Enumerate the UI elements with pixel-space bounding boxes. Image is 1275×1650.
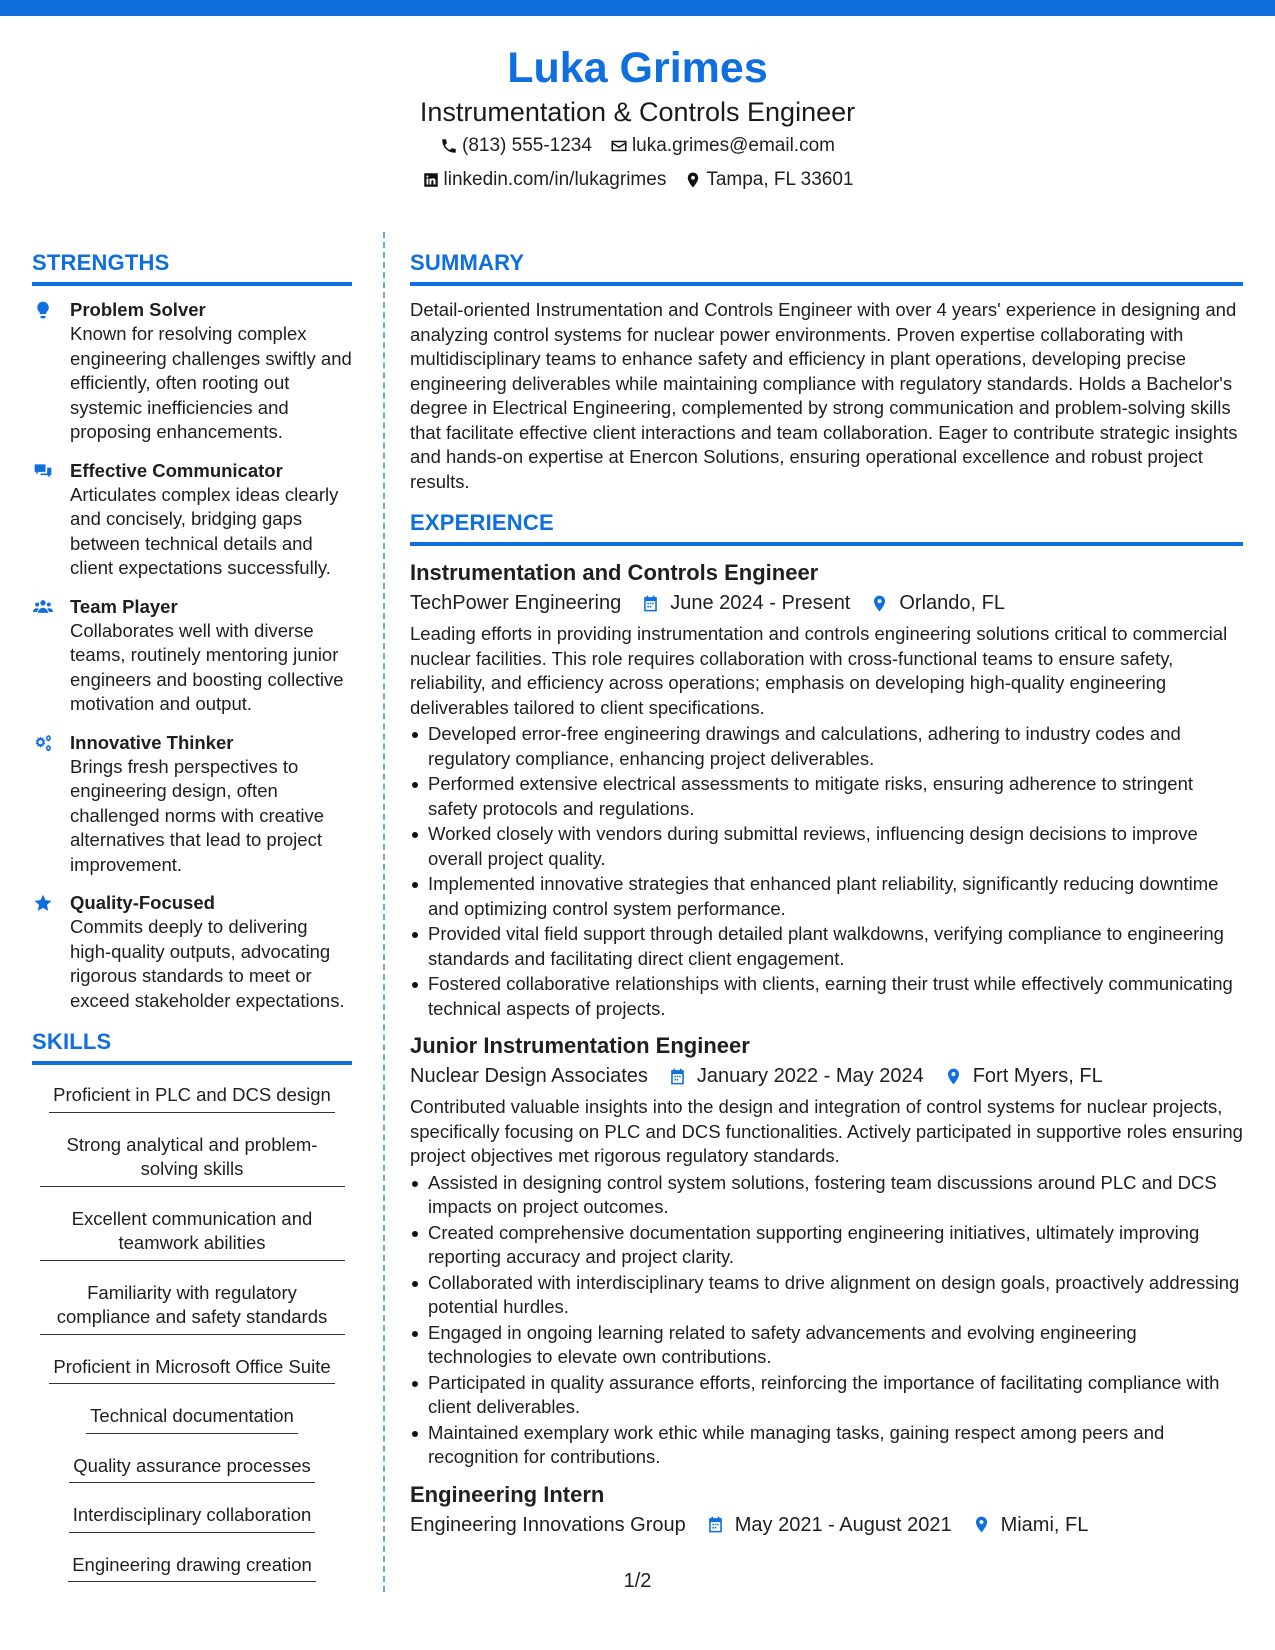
page-number: 1/2 bbox=[623, 1570, 652, 1592]
location-contact bbox=[684, 164, 853, 196]
strengths-heading: STRENGTHS bbox=[32, 248, 352, 286]
strength-item bbox=[32, 459, 352, 581]
location-text: Tampa, FL 33601 bbox=[706, 169, 854, 190]
calendar-icon bbox=[641, 594, 660, 613]
strength-description: Articulates complex ideas clearly and concisely, bridging gaps between technical details and client expectations successfully. bbox=[70, 483, 339, 578]
company-name: TechPower Engineering bbox=[410, 592, 622, 614]
job-meta bbox=[410, 1510, 1243, 1540]
bullet-item: Performed extensive electrical assessments to mitigate risks, ensuring adherence to stringent safety protocols and regulations. bbox=[410, 772, 1243, 821]
job-entry bbox=[410, 1031, 1243, 1470]
skill-item: Strong analytical and problem-solving skills bbox=[40, 1127, 345, 1187]
strength-description: Commits deeply to delivering high-quality outputs, advocating rigorous standards to meet or exceed stakeholder expectations. bbox=[70, 916, 345, 1011]
job-meta bbox=[410, 588, 1243, 618]
job-dates: May 2021 - August 2021 bbox=[734, 1513, 952, 1536]
strength-description: Brings fresh perspectives to engineering design, often challenged norms with creative alternatives that lead to project improvement. bbox=[70, 755, 324, 875]
job-dates: January 2022 - May 2024 bbox=[696, 1065, 924, 1087]
summary-heading: SUMMARY bbox=[410, 248, 1243, 286]
bullet-item: Provided vital field support through detailed plant walkdowns, verifying compliance to engineering standards and facilitating direct client engagement. bbox=[410, 922, 1243, 971]
job-title: Instrumentation and Controls Engineer bbox=[410, 560, 819, 585]
company-name: Engineering Innovations Group bbox=[410, 1513, 686, 1536]
comments-icon bbox=[32, 461, 54, 481]
skill-item: Technical documentation bbox=[86, 1398, 298, 1434]
strength-item bbox=[32, 595, 352, 717]
bullet-item: Maintained exemplary work ethic while managing tasks, gaining respect among peers and recognition for contributions. bbox=[410, 1421, 1243, 1470]
job-entry bbox=[410, 558, 1243, 1021]
strength-item bbox=[32, 731, 352, 878]
linkedin-contact[interactable] bbox=[422, 164, 667, 196]
bullet-item: Implemented innovative strategies that enhanced plant reliability, significantly reducing downtime and optimizing control system performance. bbox=[410, 872, 1243, 921]
star-icon bbox=[32, 893, 54, 913]
bullet-item: Developed error-free engineering drawings and calculations, adhering to industry codes and regulatory compliance, enhancing project deliverables. bbox=[410, 722, 1243, 771]
job-bullets bbox=[410, 722, 1243, 1021]
phone-icon bbox=[440, 137, 458, 155]
cogs-icon bbox=[32, 733, 54, 753]
users-icon bbox=[32, 597, 54, 617]
job-title: Junior Instrumentation Engineer bbox=[410, 1033, 750, 1058]
skills-heading: SKILLS bbox=[32, 1027, 352, 1065]
job-dates: June 2024 - Present bbox=[670, 592, 851, 614]
skill-item: Interdisciplinary collaboration bbox=[69, 1497, 316, 1533]
experience-heading: EXPERIENCE bbox=[410, 508, 1243, 546]
lightbulb-icon bbox=[32, 300, 54, 320]
email-text: luka.grimes@email.com bbox=[631, 135, 835, 156]
envelope-icon bbox=[610, 137, 628, 155]
bullet-item: Created comprehensive documentation supporting engineering initiatives, ultimately improving reporting accuracy and project clarity. bbox=[410, 1221, 1243, 1270]
phone-text: (813) 555-1234 bbox=[462, 135, 592, 156]
map-pin-icon bbox=[972, 1515, 991, 1534]
job-location: Orlando, FL bbox=[899, 592, 1005, 614]
column-divider bbox=[383, 232, 385, 1592]
skills-list bbox=[32, 1077, 352, 1596]
bullet-item: Worked closely with vendors during submittal reviews, influencing design decisions to improve overall project quality. bbox=[410, 822, 1243, 871]
right-column bbox=[410, 248, 1243, 1544]
job-bullets bbox=[410, 1171, 1243, 1470]
candidate-name: Luka Grimes bbox=[507, 44, 768, 92]
strength-description: Collaborates well with diverse teams, routinely mentoring junior engineers and boosting collective motivation and output. bbox=[70, 619, 344, 714]
bullet-item: Engaged in ongoing learning related to safety advancements and evolving engineering technologies to elevate own contributions. bbox=[410, 1321, 1243, 1370]
bullet-item: Collaborated with interdisciplinary teams to drive alignment on design goals, proactively addressing potential hurdles. bbox=[410, 1271, 1243, 1320]
bullet-item: Fostered collaborative relationships with clients, earning their trust while effectively communicating technical aspects of projects. bbox=[410, 972, 1243, 1021]
map-pin-icon bbox=[870, 594, 889, 613]
job-description: Contributed valuable insights into the design and integration of control systems for nuclear projects, specifically focusing on PLC and DCS functionalities. Actively participated in supportive roles ensuring project objectives met rigorous regulatory standards. bbox=[410, 1096, 1243, 1166]
skill-item: Proficient in PLC and DCS design bbox=[49, 1077, 335, 1113]
bullet-item: Assisted in designing control system solutions, fostering team discussions around PLC and DCS impacts on project outcomes. bbox=[410, 1171, 1243, 1220]
job-entry bbox=[410, 1480, 1243, 1540]
summary-text: Detail-oriented Instrumentation and Controls Engineer with over 4 years' experience in designing and analyzing control systems for nuclear power environments. Proven expertise collaborating with multidisciplinary teams to enhance safety and efficiency in plant operations, developing precise engineering deliverables while maintaining compliance with regulatory standards. Holds a Bachelor's degree in Electrical Engineering, complemented by strong communication and problem-solving skills that facilitate effective client interactions and team collaboration. Eager to contribute strategic insights and hands-on expertise at Enercon Solutions, ensuring operational excellence and robust project results. bbox=[410, 299, 1238, 492]
linkedin-icon bbox=[422, 171, 440, 189]
strength-title: Innovative Thinker bbox=[70, 731, 234, 753]
calendar-icon bbox=[706, 1515, 725, 1534]
company-name: Nuclear Design Associates bbox=[410, 1065, 648, 1087]
job-location: Miami, FL bbox=[1000, 1513, 1089, 1536]
strength-title: Effective Communicator bbox=[70, 459, 283, 481]
phone-contact[interactable] bbox=[440, 130, 592, 162]
bullet-item: Participated in quality assurance efforts, reinforcing the importance of facilitating compliance with client deliverables. bbox=[410, 1371, 1243, 1420]
candidate-title: Instrumentation & Controls Engineer bbox=[419, 97, 856, 127]
skill-item: Familiarity with regulatory compliance and safety standards bbox=[40, 1275, 345, 1335]
map-pin-icon bbox=[944, 1067, 963, 1086]
skill-item: Proficient in Microsoft Office Suite bbox=[49, 1349, 334, 1385]
resume-header bbox=[0, 40, 1275, 196]
job-meta bbox=[410, 1061, 1243, 1091]
top-accent-bar bbox=[0, 0, 1275, 16]
strength-title: Quality-Focused bbox=[70, 892, 215, 913]
strength-title: Problem Solver bbox=[70, 299, 206, 320]
skill-item: Excellent communication and teamwork abilities bbox=[40, 1201, 345, 1261]
job-description: Leading efforts in providing instrumentation and controls engineering solutions critical to commercial nuclear facilities. This role requires collaboration with cross-functional teams to ensure safety, reliability, and efficiency across operations; emphasis on developing high-quality engineering deliverables tailored to client specifications. bbox=[410, 623, 1228, 718]
job-location: Fort Myers, FL bbox=[972, 1065, 1103, 1087]
skill-item: Quality assurance processes bbox=[69, 1448, 315, 1484]
linkedin-text: linkedin.com/in/lukagrimes bbox=[443, 169, 667, 190]
strength-item bbox=[32, 298, 352, 445]
strength-description: Known for resolving complex engineering challenges swiftly and efficiently, often rooting out systemic inefficiencies and proposing enhancements. bbox=[70, 323, 352, 442]
email-contact[interactable] bbox=[610, 130, 835, 162]
contact-row-1 bbox=[0, 130, 1275, 162]
map-pin-icon bbox=[684, 171, 702, 189]
left-column bbox=[32, 248, 352, 1596]
calendar-icon bbox=[668, 1067, 687, 1086]
job-title: Engineering Intern bbox=[410, 1481, 605, 1507]
strength-item bbox=[32, 891, 352, 1013]
skill-item: Engineering drawing creation bbox=[68, 1547, 316, 1583]
contact-row-2 bbox=[0, 164, 1275, 196]
strength-title: Team Player bbox=[70, 595, 178, 617]
